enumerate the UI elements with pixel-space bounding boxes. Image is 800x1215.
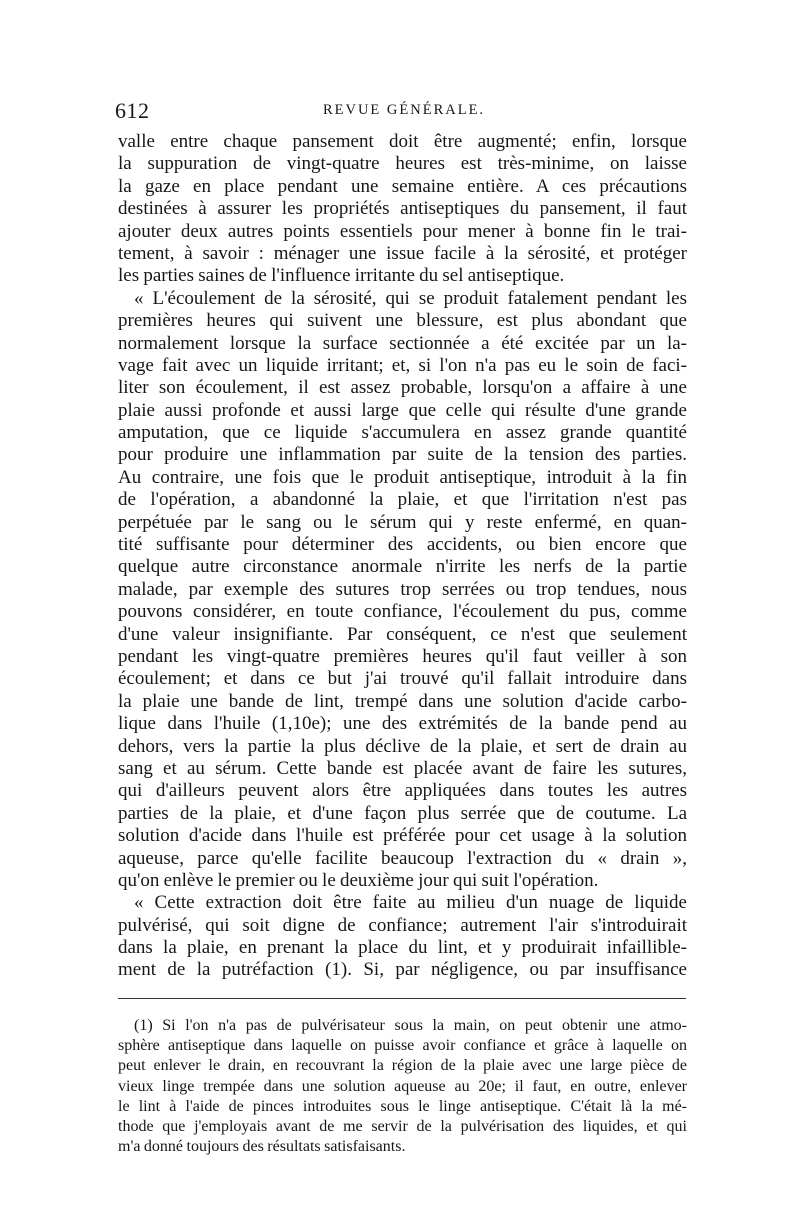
- body-line: pulvérisé, qui soit digne de confiance; autrement l'air s'introduirait: [118, 914, 687, 936]
- body-line: qu'on enlève le premier ou le deuxième jour qui suit l'opération.: [118, 869, 599, 891]
- footnote-line: m'a donné toujours des résultats satisfaisants.: [118, 1138, 406, 1156]
- body-line: premières heures qui suivent une blessure, est plus abondant que: [118, 310, 687, 332]
- body-line: dans la plaie, en prenant la place du lint, et y produirait infaillible-: [118, 937, 687, 959]
- body-line: valle entre chaque pansement doit être augmenté; enfin, lorsque: [118, 131, 687, 152]
- footnote-line: thode que j'employais avant de me servir de la pulvérisation des liquides, et qui: [118, 1117, 687, 1135]
- body-line: « L'écoulement de la sérosité, qui se produit fatalement pendant les: [134, 287, 687, 309]
- body-line: malade, par exemple des sutures trop serrées ou trop tendues, nous: [118, 578, 687, 600]
- body-line: parties de la plaie, et d'une façon plus serrée que de coutume. La: [118, 802, 687, 824]
- body-line: de l'opération, a abandonné la plaie, et que l'irritation n'est pas: [118, 489, 687, 511]
- body-line: perpétuée par le sang ou le sérum qui y reste enfermé, en quan-: [118, 511, 687, 533]
- body-line: plaie aussi profonde et aussi large que celle qui résulte d'une grande: [118, 399, 687, 421]
- body-line: sang et au sérum. Cette bande est placée avant de faire les sutures,: [118, 757, 687, 779]
- body-line: ment de la putréfaction (1). Si, par négligence, ou par insuffisance: [118, 959, 687, 981]
- body-line: tement, à savoir : ménager une issue facile à la sérosité, et protéger: [118, 242, 687, 264]
- body-line: écoulement; et dans ce but j'ai trouvé qu'il fallait introduire dans: [118, 668, 687, 690]
- body-line: « Cette extraction doit être faite au milieu d'un nuage de liquide: [134, 892, 687, 914]
- body-line: lique dans l'huile (1,10e); une des extrémités de la bande pend au: [118, 713, 687, 735]
- body-line: d'une valeur insignifiante. Par conséquent, ce n'est que seulement: [118, 623, 687, 645]
- body-line: la suppuration de vingt-quatre heures est très-minime, on laisse: [118, 153, 687, 175]
- body-text: [118, 131, 687, 982]
- page-header: [115, 98, 693, 128]
- footnote-line: vieux linge trempée dans une solution aqueuse au 20e; il faut, en outre, enlever: [118, 1077, 687, 1095]
- footnote-divider: [118, 998, 686, 999]
- footnote-line: sphère antiseptique dans laquelle on puisse avoir confiance et grâce à laquelle on: [118, 1037, 687, 1055]
- body-line: pouvons considérer, en toute confiance, l'écoulement du pus, comme: [118, 601, 687, 623]
- body-line: destinées à assurer les propriétés antiseptiques du pansement, il faut: [118, 198, 687, 220]
- body-line: pour produire une inflammation par suite de la tension des parties.: [118, 444, 687, 466]
- body-line: pendant les vingt-quatre premières heures qu'il faut veiller à son: [118, 645, 687, 667]
- footnotes: [118, 1016, 687, 1157]
- body-line: tité suffisante pour déterminer des accidents, ou bien encore que: [118, 534, 687, 556]
- body-line: liter son écoulement, il est assez probable, lorsqu'on a affaire à une: [118, 377, 687, 399]
- body-line: amputation, que ce liquide s'accumulera en assez grande quantité: [118, 422, 687, 444]
- body-line: ajouter deux autres points essentiels pour mener à bonne fin le trai-: [118, 220, 687, 242]
- body-line: quelque autre circonstance anormale n'irrite les nerfs de la partie: [118, 556, 687, 578]
- body-line: normalement lorsque la surface sectionnée a été excitée par un la-: [118, 332, 687, 354]
- body-line: aqueuse, parce qu'elle facilite beaucoup l'extraction du « drain »,: [118, 847, 687, 869]
- body-line: la gaze en place pendant une semaine entière. A ces précautions: [118, 175, 687, 197]
- footnote-line: (1) Si l'on n'a pas de pulvérisateur sous la main, on peut obtenir une atmo-: [134, 1017, 687, 1034]
- footnote-line: le lint à l'aide de pinces introduites sous le linge antiseptique. C'était là la mé-: [118, 1097, 687, 1115]
- body-line: Au contraire, une fois que le produit antiseptique, introduit à la fin: [118, 466, 687, 488]
- body-line: qui d'ailleurs peuvent alors être appliquées dans toutes les autres: [118, 780, 687, 802]
- body-line: vage fait avec un liquide irritant; et, si l'on n'a pas eu le soin de faci-: [118, 354, 687, 376]
- body-line: dehors, vers la partie la plus déclive de la plaie, et sert de drain au: [118, 735, 687, 757]
- body-line: la plaie une bande de lint, trempé dans une solution d'acide carbo-: [118, 690, 687, 712]
- running-title: REVUE GÉNÉRALE.: [322, 102, 486, 118]
- page-number: 612: [115, 98, 150, 123]
- body-line: solution d'acide dans l'huile est préférée pour cet usage à la solution: [118, 825, 687, 847]
- body-line: les parties saines de l'influence irritante du sel antiseptique.: [118, 265, 565, 287]
- footnote-line: peut enlever le drain, en recouvrant la région de la plaie avec une large pièce de: [118, 1057, 687, 1075]
